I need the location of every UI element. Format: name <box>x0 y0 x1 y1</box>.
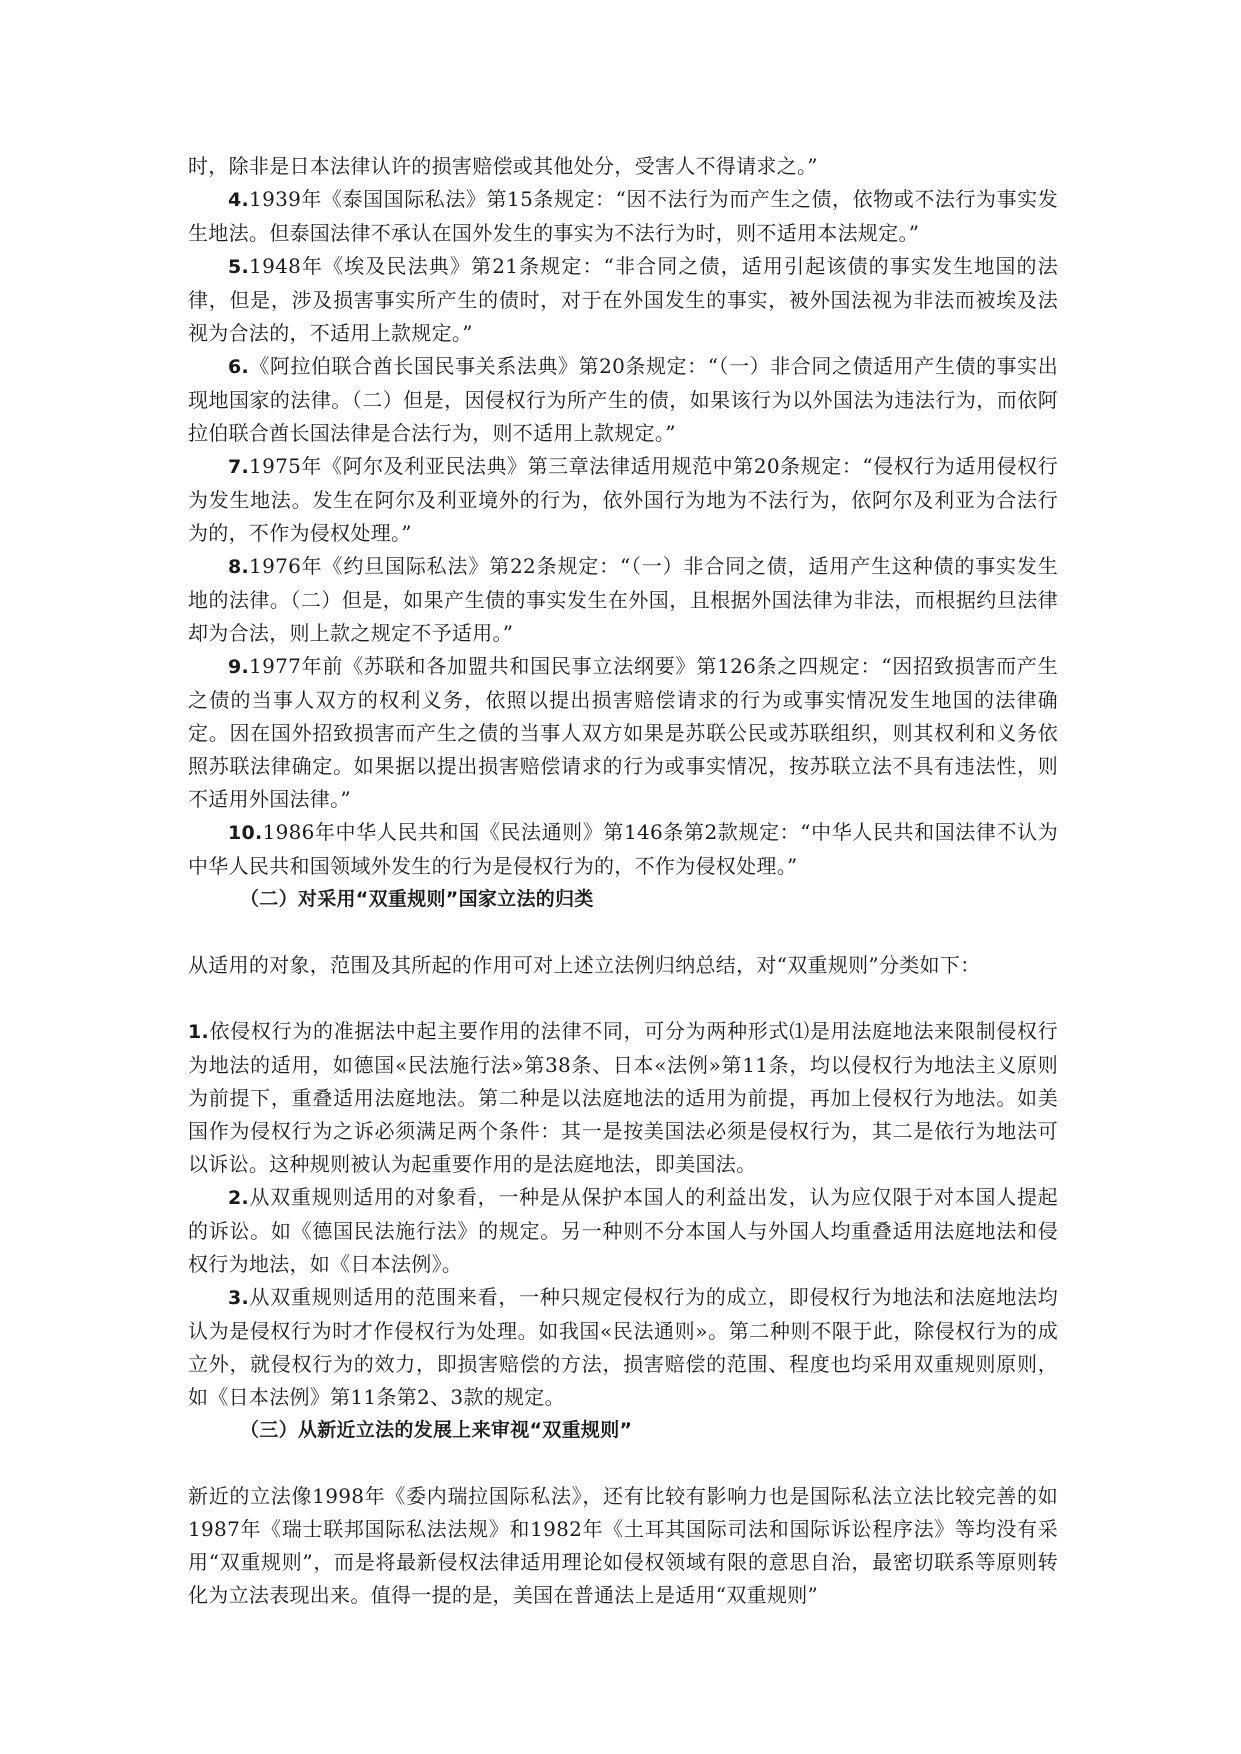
paragraph-text: 依侵权行为的准据法中起主要作用的法律不同，可分为两种形式⑴是用法庭地法来限制侵权行为地法的适用，如德国«民法施行法»第38条、日本«法例»第11条，均以侵权行为地法主义原则为前提下，重叠适用法庭地法。第二种是以法庭地法的适用为前提，再加上侵权行为地法。如美国作为侵权行为之诉必须满足两个条件：其一是按美国法必须是侵权行为，其二是依行为地法可以诉讼。这种规则被认为起重要作用的是法庭地法，即美国法。 <box>188 1019 1058 1176</box>
item-number: 8. <box>228 556 250 578</box>
document-page <box>188 150 1058 1612</box>
paragraph-text: 1948年《埃及民法典》第21条规定：“非合同之债，适用引起该债的事实发生地国的法律，但是，涉及损害事实所产生的债时，对于在外国发生的事实，被外国法视为非法而被埃及法视为合法的，不适用上款规定。” <box>188 254 1058 345</box>
law-item-7 <box>188 450 1058 550</box>
law-item-8 <box>188 550 1058 650</box>
law-item-5 <box>188 250 1058 350</box>
item-number: 10. <box>228 822 263 844</box>
paragraph-continuation <box>188 150 1058 183</box>
item-number: 7. <box>228 456 250 478</box>
section-heading-2: （二）对采用“双重规则”国家立法的归类 <box>240 888 594 910</box>
paragraph-text: 1976年《约旦国际私法》第22条规定：“（一）非合同之债，适用产生这种债的事实发生地的法律。（二）但是，如果产生债的事实发生在外国，且根据外国法律为非法，而根据约旦法律却为合法，则上款之规定不予适用。” <box>188 554 1058 645</box>
item-number: 6. <box>228 356 250 378</box>
item-number: 4. <box>228 189 250 211</box>
paragraph-text: 1977年前《苏联和各加盟共和国民事立法纲要》第126条之四规定：“因招致损害而产生之债的当事人双方的权利义务，依照以提出损害赔偿请求的行为或事实情况发生地国的法律确定。因在国外招致损害而产生之债的当事人双方如果是苏联公民或苏联组织，则其权利和义务依照苏联法律确定。如果据以提出损害赔偿请求的行为或事实情况，按苏联立法不具有违法性，则不适用外国法律。” <box>188 654 1058 811</box>
paragraph-text: 从双重规则适用的对象看，一种是从保护本国人的利益出发，认为应仅限于对本国人提起的诉讼。如《德国民法施行法》的规定。另一种则不分本国人与外国人均重叠适用法庭地法和侵权行为地法，如《日本法例》。 <box>188 1185 1058 1276</box>
law-item-9 <box>188 650 1058 816</box>
law-item-4 <box>188 183 1058 250</box>
section-intro-2: 从适用的对象，范围及其所起的作用可对上述立法例归纳总结，对“双重规则”分类如下： <box>188 953 981 977</box>
law-item-6 <box>188 350 1058 450</box>
item-number: 3. <box>228 1287 250 1309</box>
class-item-2 <box>188 1181 1058 1281</box>
paragraph-text: 1975年《阿尔及利亚民法典》第三章法律适用规范中第20条规定：“侵权行为适用侵权行为发生地法。发生在阿尔及利亚境外的行为，依外国行为地为不法行为，依阿尔及利亚为合法行为的，不作为侵权处理。” <box>188 454 1058 545</box>
item-number: 2. <box>228 1187 250 1209</box>
section-intro-3: 新近的立法像1998年《委内瑞拉国际私法》，还有比较有影响力也是国际私法立法比较完善的如1987年《瑞士联邦国际私法法规》和1982年《土耳其国际司法和国际诉讼程序法》等均没有采用“双重规则”，而是将最新侵权法律适用理论如侵权领域有限的意思自治，最密切联系等原则转化为立法表现出来。值得一提的是，美国在普通法上是适用“双重规则” <box>188 1484 1058 1607</box>
class-item-1 <box>188 1015 1058 1181</box>
item-number: 1. <box>188 1021 210 1043</box>
class-item-3 <box>188 1281 1058 1414</box>
paragraph-text: 1986年中华人民共和国《民法通则》第146条第2款规定：“中华人民共和国法律不认为中华人民共和国领域外发生的行为是侵权行为的，不作为侵权处理。” <box>188 820 1058 878</box>
section-heading-3: （三）从新近立法的发展上来审视“双重规则” <box>240 1419 633 1441</box>
item-number: 5. <box>228 256 250 278</box>
law-item-10 <box>188 816 1058 883</box>
paragraph-text: 从双重规则适用的范围来看，一种只规定侵权行为的成立，即侵权行为地法和法庭地法均认为是侵权行为时才作侵权行为处理。如我国«民法通则»。第二种则不限于此，除侵权行为的成立外，就侵权行为的效力，即损害赔偿的方法，损害赔偿的范围、程度也均采用双重规则原则，如《日本法例》第11条第2、3款的规定。 <box>188 1285 1058 1409</box>
paragraph-text: 时，除非是日本法律认许的损害赔偿或其他处分，受害人不得请求之。” <box>188 154 818 178</box>
paragraph-text: 1939年《泰国国际私法》第15条规定：“因不法行为而产生之债，依物或不法行为事实发生地法。但泰国法律不承认在国外发生的事实为不法行为时，则不适用本法规定。” <box>188 187 1058 245</box>
item-number: 9. <box>228 656 250 678</box>
paragraph-text: 《阿拉伯联合酋长国民事关系法典》第20条规定：“（一）非合同之债适用产生债的事实出现地国家的法律。（二）但是，因侵权行为所产生的债，如果该行为以外国法为违法行为，而依阿拉伯联合酋长国法律是合法行为，则不适用上款规定。” <box>188 354 1058 445</box>
